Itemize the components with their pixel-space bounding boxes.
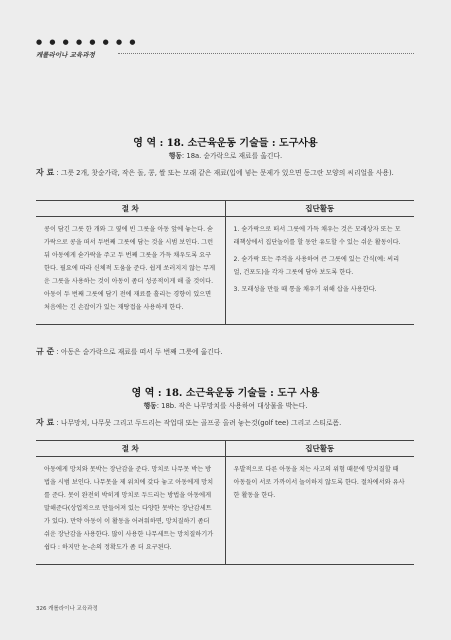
- section1-activity-label: 행동: [168, 152, 182, 160]
- header-label: 캐롤라이나 교육과정: [36, 51, 95, 59]
- section2-procedure-text: 아동에게 망치와 못박는 장난감을 준다. 망치로 나무못 박는 방법을 시범 보인다. 나무못을 제 위치에 갖다 놓고 아동에게 망치를 준다. 못이 완전히 박히게 망치로 두드리는 방법을 아동에게 말해준다(상업적으로 만들어져 있는 다양한 못박는 장난감세트가 있다). 만약 아동이 이 활동을 어려워하면, 망치질하기 좀더 쉬운 장난감을 사용한다. 많이 사용한 나무세트는 망치질하기가 쉽다 : 하지만 눈-손의 정확도가 좀 더 요구된다.: [44, 466, 214, 551]
- header-rule: [118, 53, 414, 54]
- section2-materials-label: 자 료: [36, 417, 55, 427]
- section1-rule-text: : 아동은 숟가락으로 재료를 떠서 두 번째 그릇에 옮긴다.: [56, 348, 223, 356]
- section2-col2-header: 집단활동: [305, 444, 335, 453]
- section2-table-header: [36, 441, 414, 457]
- section2-group-text: 우발적으로 다른 아동을 치는 사고의 위험 때문에 망치질할 때 아동들이 서로 가까이서 놀이하지 않도록 한다. 절차에서와 유사한 활동을 한다.: [233, 466, 405, 499]
- section2-title: 영 역 : 18. 소근육운동 기술들 : 도구 사용: [131, 388, 320, 399]
- section1-rule: [36, 346, 223, 357]
- section1-title: 영 역 : 18. 소근육운동 기술들 : 도구사용: [133, 138, 318, 149]
- section1-activity: [0, 150, 451, 160]
- section2-table: [36, 440, 414, 565]
- section1-table-body: [36, 217, 414, 324]
- section1-procedure-text: 콩이 담긴 그릇 한 개와 그 옆에 빈 그릇을 아동 앞에 놓는다. 숟가락으로 콩을 떠서 두번째 그릇에 담는 것을 시범 보인다. 그런 뒤 아동에게 숟가락을 주고 두 번째 그릇을 가득 채우도록 요구한다. 필요에 따라 신체적 도움을 준다. 쉽게 쏘러지지 않는 무게운 그릇을 사용하는 것이 아동이 좀더 성공적이게 해 줄 것이다. 아동이 두 번째 그릇에 담기 전에 재료를 흘리는 경향이 있으면 처음에는 긴 손잡이가 있는 재탕접을 사용하게 한다.: [44, 226, 216, 311]
- section2-materials-text: : 나무망치, 나무못 그리고 두드리는 작업대 또는 골프공 올려 놓는것(golf tee) 그리고 스티로폼.: [56, 419, 342, 427]
- section1-group-activity: [226, 217, 415, 324]
- section2-activity-text: : 18b. 작은 나무망치를 사용하여 대상물을 박는다.: [156, 402, 308, 410]
- section1-group-item: 3. 모래성을 만들 때 통을 채우기 위해 삽을 사용한다.: [233, 286, 377, 293]
- section1-table-header: [36, 201, 414, 217]
- section1-materials: [36, 166, 414, 179]
- header-dots: ● ● ● ● ● ● ● ●: [36, 38, 138, 46]
- section1-activity-text: : 18a. 숟가락으로 재료를 옮긴다.: [181, 152, 283, 160]
- section1-rule-label: 규 준: [36, 346, 55, 356]
- section2-group-activity: [226, 457, 415, 564]
- section1-procedure: [36, 217, 226, 324]
- section2-table-body: [36, 457, 414, 564]
- section2-activity: [0, 400, 451, 410]
- page-footer: 326 캐롤라이나 교육과정: [36, 606, 98, 612]
- section1-table: [36, 200, 414, 325]
- section2-activity-label: 행동: [143, 402, 157, 410]
- section1-col2-header: 집단활동: [305, 204, 335, 213]
- section1-col1-header: 절 차: [36, 201, 226, 216]
- section2-procedure: [36, 457, 226, 564]
- section1-materials-text: : 그릇 2개, 찻숟가락, 작은 돌, 콩, 쌀 또는 모래 같은 재료(입에 넣는 문제가 있으면 동그란 모양의 씨리얼을 사용).: [56, 169, 394, 177]
- section1-materials-label: 자 료: [36, 167, 55, 177]
- section1-group-item: 2. 숟가락 또는 주걱을 사용하여 큰 그릇에 있는 간식(예: 씨리얼, 건포도)을 각자 그릇에 담아 보도록 한다.: [233, 256, 400, 276]
- section2-col1-header: 절 차: [36, 441, 226, 456]
- section2-materials: [36, 416, 414, 429]
- section1-group-item: 1. 숟가락으로 떠서 그릇에 가득 채우는 것은 모래상자 또는 모래책상에서 집단놀이를 할 동안 유도할 수 있는 쉬운 활동이다.: [233, 226, 401, 246]
